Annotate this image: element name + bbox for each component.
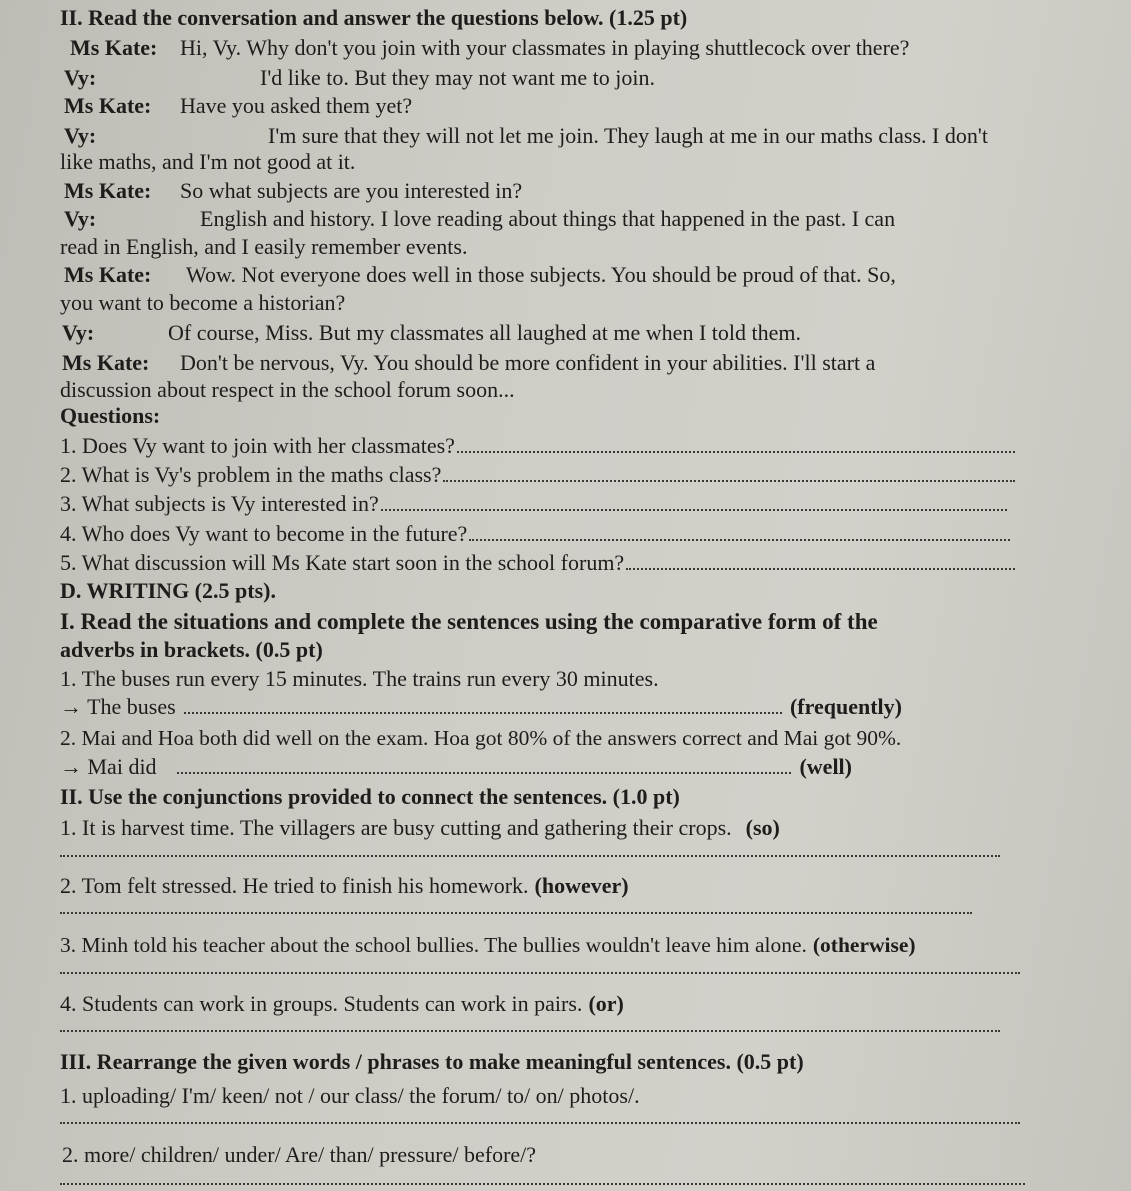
speaker: Ms Kate:	[64, 262, 152, 287]
line-text: So what subjects are you interested in?	[180, 178, 523, 203]
dialogue-line	[62, 320, 801, 346]
part3-title: III. Rearrange the given words / phrases to make meaningful sentences. (0.5 pt)	[60, 1049, 804, 1074]
line-text: Don't be nervous, Vy. You should be more confident in your abilities. I'll start a	[180, 350, 876, 375]
rearrange-1: 1. uploading/ I'm/ keen/ not / our class/ the forum/ to/ on/ photos/.	[60, 1083, 640, 1108]
answer-line[interactable]	[60, 1030, 1000, 1032]
line-text: English and history. I love reading about things that happened in the past. I can	[200, 206, 896, 231]
answer-line[interactable]	[469, 521, 1010, 541]
answer-line[interactable]	[60, 1122, 1020, 1124]
question-5[interactable]: 5. What discussion will Ms Kate start soon in the school forum?	[60, 550, 1015, 576]
question-3[interactable]: 3. What subjects is Vy interested in?	[60, 491, 1007, 517]
dialogue-line	[64, 206, 895, 232]
dialogue-line	[70, 35, 909, 61]
dialogue-line	[64, 178, 522, 204]
speaker: Vy:	[62, 320, 95, 345]
conjunction-4: 4. Students can work in groups. Students can work in pairs. (or)	[60, 991, 624, 1016]
line-text: Have you asked them yet?	[180, 93, 413, 118]
answer-line[interactable]	[60, 855, 1000, 857]
answer-line[interactable]	[60, 1183, 1025, 1185]
answer-line[interactable]	[381, 491, 1007, 511]
completion-1[interactable]: → The buses (frequently)	[60, 694, 902, 719]
situation-2: 2. Mai and Hoa both did well on the exam. Hoa got 80% of the answers correct and Mai got 90%.	[60, 726, 902, 750]
dialogue-line	[64, 262, 896, 288]
speaker: Ms Kate:	[70, 35, 158, 60]
conjunction-2: 2. Tom felt stressed. He tried to finish his homework. (however)	[60, 873, 629, 898]
question-2[interactable]: 2. What is Vy's problem in the maths class?	[60, 462, 1015, 488]
dialogue-line	[64, 93, 412, 119]
completion-2[interactable]: → Mai did (well)	[60, 754, 852, 779]
situation-1: 1. The buses run every 15 minutes. The trains run every 30 minutes.	[60, 666, 659, 691]
dialogue-line	[64, 123, 988, 149]
part2-title: II. Use the conjunctions provided to connect the sentences. (1.0 pt)	[60, 784, 680, 809]
answer-line[interactable]	[443, 462, 1015, 482]
writing-title: D. WRITING (2.5 pts).	[60, 578, 276, 603]
questions-label: Questions:	[60, 403, 161, 428]
line-text: Of course, Miss. But my classmates all laughed at me when I told them.	[168, 320, 801, 345]
line-text: Hi, Vy. Why don't you join with your classmates in playing shuttlecock over there?	[180, 35, 910, 60]
part1-title: I. Read the situations and complete the sentences using the comparative form of the	[60, 609, 878, 634]
answer-line[interactable]	[60, 912, 972, 914]
speaker: Ms Kate:	[64, 178, 152, 203]
answer-line[interactable]	[177, 754, 792, 774]
line-text: I'm sure that they will not let me join. They laugh at me in our maths class. I don't	[268, 123, 988, 148]
dialogue-line	[64, 65, 655, 91]
answer-line[interactable]	[60, 972, 1020, 974]
dialogue-cont: you want to become a historian?	[60, 290, 346, 315]
question-4[interactable]: 4. Who does Vy want to become in the future?	[60, 521, 1010, 547]
dialogue-line	[62, 350, 875, 376]
question-1[interactable]: 1. Does Vy want to join with her classmates?	[60, 433, 1015, 459]
line-text: I'd like to. But they may not want me to join.	[260, 65, 656, 90]
speaker: Vy:	[64, 206, 97, 231]
section-title: II. Read the conversation and answer the questions below. (1.25 pt)	[60, 5, 688, 30]
answer-line[interactable]	[184, 694, 782, 714]
answer-line[interactable]	[457, 433, 1015, 453]
line-text: Wow. Not everyone does well in those subjects. You should be proud of that. So,	[186, 262, 896, 287]
dialogue-cont: read in English, and I easily remember events.	[60, 234, 468, 259]
part1-title-cont: adverbs in brackets. (0.5 pt)	[60, 637, 323, 662]
conjunction-1: 1. It is harvest time. The villagers are busy cutting and gathering their crops. (so)	[60, 815, 780, 840]
dialogue-cont: like maths, and I'm not good at it.	[60, 149, 356, 174]
dialogue-cont: discussion about respect in the school forum soon...	[60, 377, 515, 402]
speaker: Ms Kate:	[62, 350, 150, 375]
conjunction-3: 3. Minh told his teacher about the school bullies. The bullies wouldn't leave him alone. (otherwise)	[60, 933, 916, 957]
answer-line[interactable]	[626, 550, 1015, 570]
rearrange-2: 2. more/ children/ under/ Are/ than/ pressure/ before/?	[62, 1142, 537, 1167]
speaker: Ms Kate:	[64, 93, 152, 118]
speaker: Vy:	[64, 65, 97, 90]
speaker: Vy:	[64, 123, 97, 148]
